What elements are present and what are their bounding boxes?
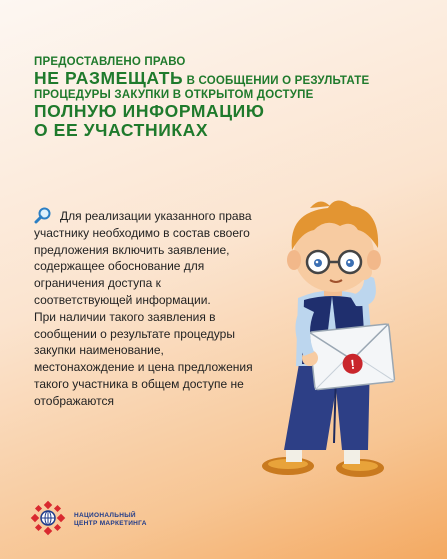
body-text xyxy=(34,206,254,410)
heading-line-2 xyxy=(34,69,434,89)
heading-emphasis-3: О ЕЕ УЧАСТНИКАХ xyxy=(34,120,209,141)
paragraph-1-text: Для реализации указанного права участнику необходимо в состав своего предложения включить заявление, содержащее обоснование для ограничения доступа к соответствующей информации. xyxy=(34,209,252,307)
paragraph-2: При наличии такого заявления в сообщении о результате процедуры закупки наименование, местонахождение и цена предложения такого участника в общем доступе не отображаются xyxy=(34,309,253,408)
page-heading xyxy=(34,56,434,141)
heading-emphasis-1: НЕ РАЗМЕЩАТЬ xyxy=(34,67,184,88)
heading-line-3: ПРОЦЕДУРЫ ЗАКУПКИ В ОТКРЫТОМ ДОСТУПЕ xyxy=(34,88,314,101)
heading-emphasis-2: ПОЛНУЮ ИНФОРМАЦИЮ xyxy=(34,100,265,121)
logo-text xyxy=(74,512,147,528)
logo-line-1: НАЦИОНАЛЬНЫЙ xyxy=(74,512,136,519)
envelope-warning-mark: ! xyxy=(349,356,356,372)
heading-line-2-rest: В СООБЩЕНИИ О РЕЗУЛЬТАТЕ xyxy=(183,74,370,87)
heading-line-1: ПРЕДОСТАВЛЕНО ПРАВО xyxy=(34,56,186,68)
boy-illustration xyxy=(240,188,440,488)
paragraph-1 xyxy=(34,206,254,309)
logo-line-2: ЦЕНТР МАРКЕТИНГА xyxy=(74,520,147,527)
search-icon xyxy=(34,206,52,224)
